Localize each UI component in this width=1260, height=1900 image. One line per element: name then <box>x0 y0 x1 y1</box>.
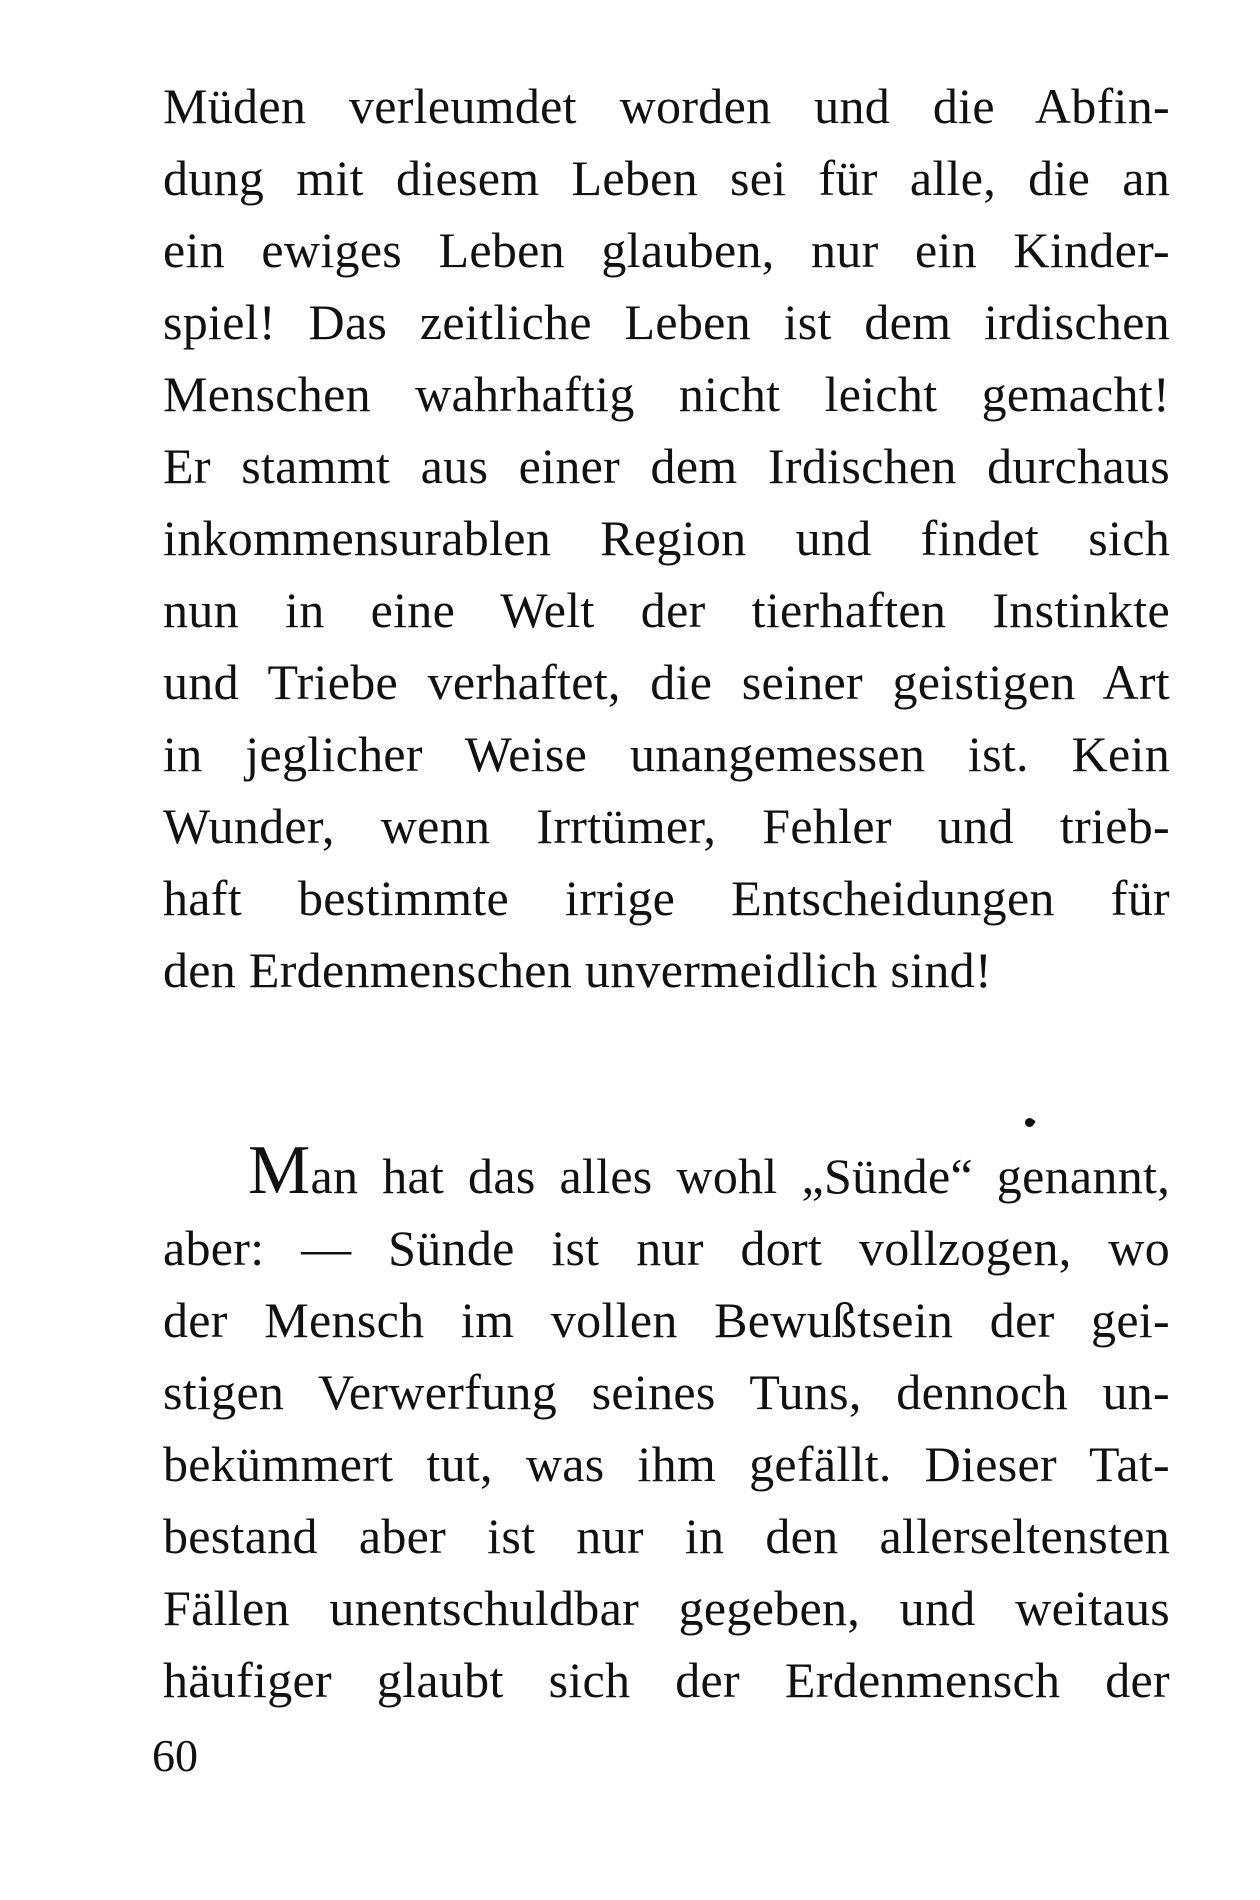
text-line: den Erdenmenschen unvermeidlich sind! <box>163 942 992 998</box>
text-line: dung mit diesem Leben sei für alle, die an <box>163 150 1170 206</box>
text-line: aber: — Sünde ist nur dort vollzogen, wo <box>163 1220 1170 1276</box>
ornament-mark <box>1023 1116 1036 1129</box>
text-line: Er stammt aus einer dem Irdischen durchaus <box>163 438 1170 494</box>
text-line: stigen Verwerfung seines Tuns, dennoch un- <box>163 1364 1170 1420</box>
first-line-text: an hat das alles wohl „Sünde“ genannt, <box>310 1148 1170 1204</box>
text-line: spiel! Das zeitliche Leben ist dem irdischen <box>163 294 1170 350</box>
text-line: Menschen wahrhaftig nicht leicht gemacht! <box>163 366 1170 422</box>
paragraph-2 <box>163 1132 1170 1716</box>
text-line: und Triebe verhaftet, die seiner geistigen Art <box>163 654 1170 710</box>
text-line: ein ewiges Leben glauben, nur ein Kinder- <box>163 222 1170 278</box>
text-line: der Mensch im vollen Bewußtsein der gei- <box>163 1292 1170 1348</box>
text-line: nun in eine Welt der tierhaften Instinkte <box>163 582 1170 638</box>
text-line: bekümmert tut, was ihm gefällt. Dieser Tat- <box>163 1436 1170 1492</box>
text-line: Fällen unentschuldbar gegeben, und weitaus <box>163 1580 1170 1636</box>
text-line: in jeglicher Weise unangemessen ist. Kein <box>163 726 1170 782</box>
text-line: Müden verleumdet worden und die Abfin- <box>163 78 1170 134</box>
text-line: haft bestimmte irrige Entscheidungen für <box>163 870 1170 926</box>
page-number: 60 <box>152 1730 198 1781</box>
text-line-first <box>163 1132 1170 1212</box>
text-line: bestand aber ist nur in den allerseltensten <box>163 1508 1170 1564</box>
paragraph-1 <box>163 70 1170 1006</box>
text-line: Wunder, wenn Irrtümer, Fehler und trieb- <box>163 798 1170 854</box>
drop-cap: M <box>248 1132 311 1209</box>
text-line: inkommensurablen Region und findet sich <box>163 510 1170 566</box>
text-line: häufiger glaubt sich der Erdenmensch der <box>163 1652 1170 1708</box>
